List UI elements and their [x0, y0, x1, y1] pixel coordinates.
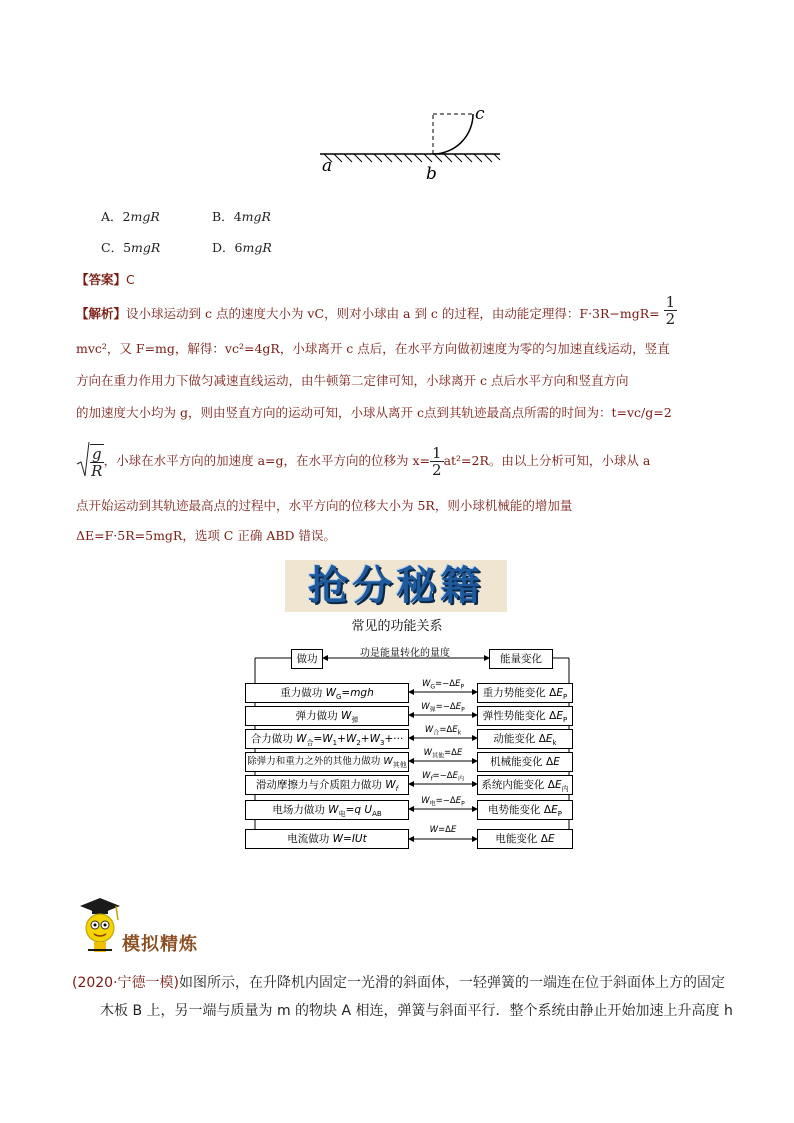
header-work: 做功: [291, 649, 323, 669]
score-tips-banner: [285, 560, 507, 612]
fraction-half: $\frac{1}{2}$: [665, 293, 676, 328]
row1-link: $W_G=-\Delta E_P$: [421, 679, 465, 691]
work-energy-diagram: [245, 645, 575, 855]
header-energy-change: 能量变化: [489, 649, 553, 669]
option-d[interactable]: D．6mgR: [212, 240, 272, 255]
analysis-line-4: 的加速度大小均为 g，则由竖直方向的运动可知，小球从离开 c点到其轨迹最高点所需的时间为：t=vc/g=2: [76, 405, 672, 420]
analysis-line-7: ΔE=F·5R=5mgR，选项 C 正确 ABD 错误。: [76, 528, 337, 543]
row7-link: W=ΔE: [429, 825, 457, 835]
row1-right: 重力势能变化 $\Delta E_P$: [477, 683, 573, 703]
section-head: [76, 894, 124, 960]
ground-hatching: [324, 154, 500, 162]
row1-left: 重力做功 $W_G=mgh$: [245, 683, 409, 703]
fraction-half-2: $\frac{1}{2}$: [432, 444, 442, 479]
row2-right: 弹性势能变化 $\Delta E_P$: [477, 706, 573, 726]
analysis-line-3: 方向在重力作用力下做匀减速直线运动，由牛顿第二定律可知，小球离开 c 点后水平方向和竖直方向: [76, 373, 629, 388]
analysis-line-5: $\frac{g}{R}$ ，小球在水平方向的加速度 a=g，在水平方向的位移为 x= $\frac{1}{2}$ at²=2R。由以上分析可知，小球从 a: [76, 444, 724, 479]
row4-right: 机械能变化 ΔE: [477, 752, 573, 772]
answer-line: [76, 270, 135, 288]
row2-link: $W_弹=-\Delta E_P$: [421, 702, 465, 714]
sqrt-sign: [76, 442, 90, 478]
row3-right: 动能变化 $\Delta E_k$: [477, 729, 573, 749]
problem-line-1: (2020·宁德一模)如图所示，在升降机内固定一光滑的斜面体，一轻弹簧的一端连在位于斜面体上方的固定: [72, 975, 726, 991]
row5-right: 系统内能变化 $\Delta E_内$: [477, 775, 573, 795]
label-a: a: [322, 156, 333, 176]
row6-left: 电场力做功 $W_电=q$ $U_{AB}$: [245, 800, 409, 820]
row5-left: 滑动摩擦力与介质阻力做功 $W_f$: [245, 775, 409, 795]
analysis-line-1: 【解析】设小球运动到 c 点的速度大小为 vC，则对小球由 a 到 c 的过程，由动能定理得：F·3R−mgR= $\frac{1}{2}$: [76, 293, 676, 328]
row3-link: $W_合=\Delta E_k$: [424, 725, 462, 737]
analysis-label: 【解析】: [76, 306, 127, 321]
row2-left: 弹力做功 $W_弹$: [245, 706, 409, 726]
problem-source: (2020·宁德一模): [72, 975, 180, 991]
section-title: 模拟精炼: [122, 934, 198, 955]
row7-right: 电能变化 ΔE: [477, 829, 573, 849]
answer-value: C: [126, 272, 135, 287]
track-diagram: [318, 104, 518, 184]
analysis-line-6: 点开始运动到其轨迹最高点的过程中，水平方向的位移大小为 5R，则小球机械能的增加量: [76, 498, 573, 513]
banner-text: 抢分秘籍: [308, 563, 484, 609]
problem-line-2: 木板 B 上，另一端与质量为 m 的物块 A 相连，弹簧与斜面平行．整个系统由静止开始加速上升高度 h: [100, 1003, 733, 1019]
option-c[interactable]: C．5mgR: [101, 240, 161, 255]
row6-link: $W_电=-\Delta E_P$: [421, 796, 465, 808]
graduate-mascot-icon: [76, 894, 124, 956]
option-a[interactable]: A．2mgR: [101, 209, 160, 224]
header-link-label: 功是能量转化的量度: [360, 648, 450, 659]
row7-left: 电流做功 W=IUt: [245, 829, 409, 849]
option-b[interactable]: B．4mgR: [212, 209, 271, 224]
row4-link: $W_{其他}=\Delta E$: [423, 748, 463, 760]
row4-left: 除弹力和重力之外的其他力做功 $W_{其他}$: [245, 752, 409, 772]
quarter-arc: [433, 114, 473, 154]
label-c: c: [475, 104, 485, 124]
row3-left: 合力做功 $W_合=W_1+W_2+W_3+\cdot\cdot\cdot$: [245, 729, 409, 749]
mechanics-figure: [318, 104, 518, 184]
analysis-line-2: mvc²，又 F=mg，解得：vc²=4gR，小球离开 c 点后，在水平方向做初速度为零的匀加速直线运动，竖直: [76, 341, 670, 356]
diagram-title: 常见的功能关系: [351, 619, 443, 634]
sqrt-expression: $\frac{g}{R}$: [76, 444, 104, 479]
answer-label: 【答案】: [76, 272, 127, 287]
row5-link: $W_f=-\Delta E_内$: [422, 771, 464, 783]
label-b: b: [426, 164, 437, 184]
row6-right: 电势能变化 $\Delta E_P$: [477, 800, 573, 820]
